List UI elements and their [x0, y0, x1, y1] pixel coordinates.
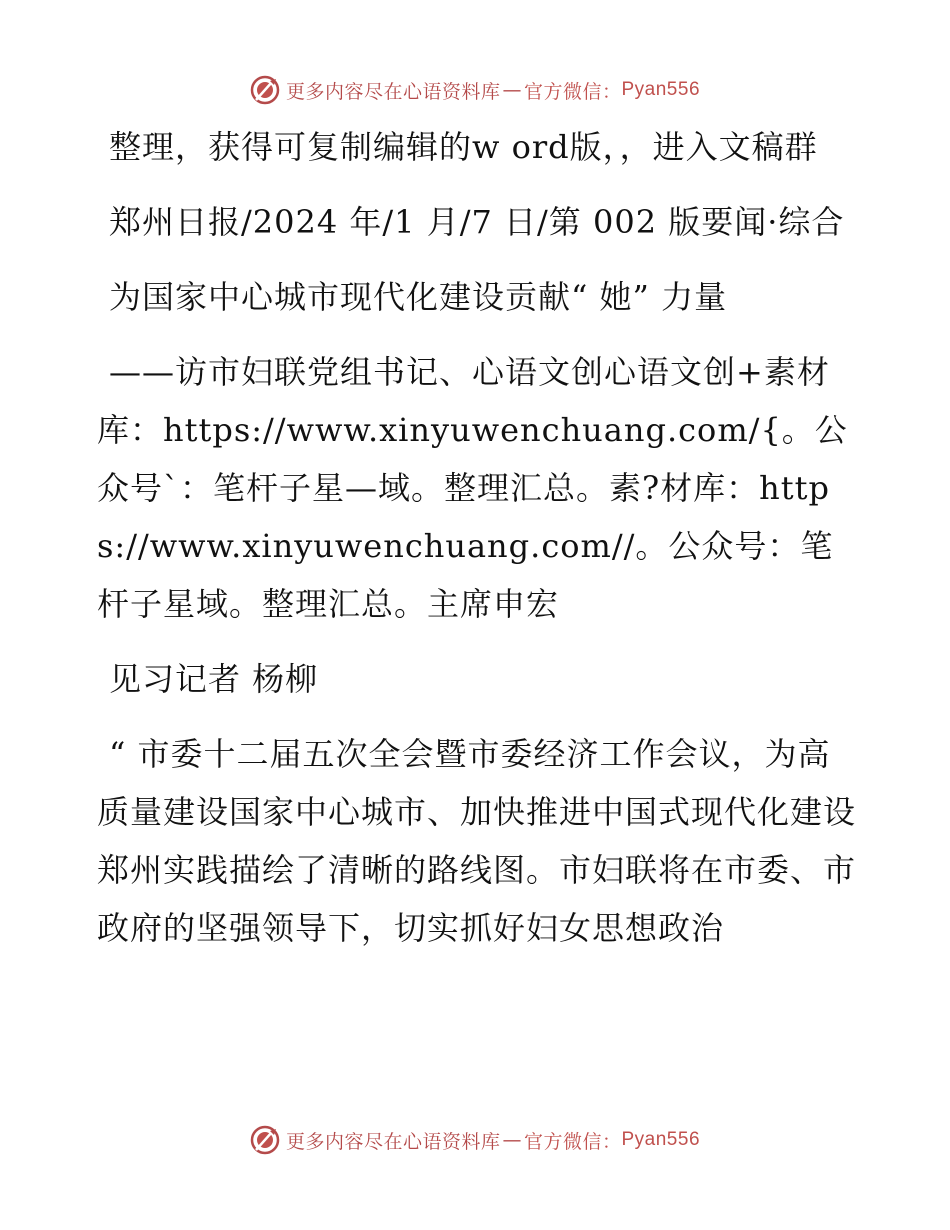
source-line: 郑州日报/2024 年/1 月/7 日/第 002 版要闻·综合: [109, 203, 845, 241]
article-title: 为国家中心城市现代化建设贡献“ 她” 力量: [109, 278, 728, 316]
banner-wechat-id: Pyan556: [621, 79, 701, 100]
banner-wechat-label: 官方微信：: [523, 1130, 622, 1153]
byline: 见习记者 杨柳: [109, 660, 319, 698]
banner-wechat-id: Pyan556: [621, 1129, 701, 1150]
banner-separator: —: [502, 1129, 522, 1151]
body-paragraph: “ 市委十二届五次全会暨市委经济工作会议，为高质量建设国家中心城市、加快推进中国式现代化建设郑州实践描绘了清晰的路线图。市妇联将在市委、市政府的坚强领导下，切实抓好妇女思想政治: [97, 735, 857, 947]
footer-watermark-banner: [0, 1120, 950, 1160]
banner-text: 更多内容尽在心语资料库: [285, 1130, 501, 1153]
header-watermark-banner: [0, 70, 950, 110]
note-paragraph: 整理，获得可复制编辑的w ord版，，进入文稿群: [109, 128, 818, 166]
banner-separator: —: [502, 79, 522, 101]
quill-seal-icon: [250, 75, 280, 105]
document-body: [97, 118, 857, 974]
banner-wechat-label: 官方微信：: [523, 80, 622, 103]
article-subtitle: ——访市妇联党组书记、心语文创心语文创+素材库：https://www.xinyuwenchuang.com/{。公众号`：笔杆子星—域。整理汇总。素?材库：https://www.xinyuwenchuang.com//。公众号：笔杆子星域。整理汇总。主席申宏: [97, 353, 848, 623]
quill-seal-icon: [250, 1125, 280, 1155]
banner-text: 更多内容尽在心语资料库: [285, 80, 501, 103]
